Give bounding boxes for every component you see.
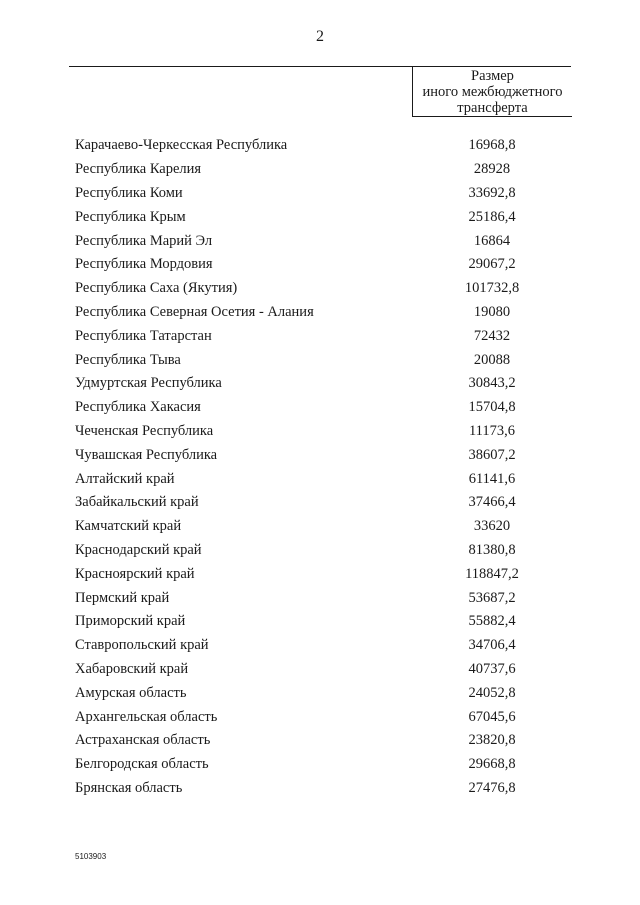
region-name: Республика Марий Эл (75, 232, 213, 249)
transfer-amount: 37466,4 (468, 494, 516, 511)
table-row (75, 586, 575, 610)
region-name: Чувашская Республика (75, 446, 218, 463)
table-row (75, 158, 575, 182)
region-name: Республика Крым (75, 208, 186, 225)
table-row (75, 467, 575, 491)
region-name: Удмуртская Республика (75, 375, 222, 392)
transfer-amount: 67045,6 (468, 708, 516, 725)
region-name: Астраханская область (75, 732, 211, 749)
region-name: Красноярский край (75, 565, 195, 582)
region-name: Забайкальский край (75, 494, 199, 511)
region-name: Краснодарский край (75, 541, 202, 558)
page-number: 2 (316, 28, 324, 45)
transfer-amount: 101732,8 (464, 280, 520, 297)
region-name: Республика Коми (75, 184, 183, 201)
region-name: Республика Карелия (75, 161, 202, 178)
table-row (75, 634, 575, 658)
region-name: Амурская область (75, 684, 187, 701)
transfer-amount: 16864 (473, 232, 511, 249)
region-name: Пермский край (75, 589, 170, 606)
region-name: Республика Тыва (75, 351, 181, 368)
transfer-amount: 24052,8 (468, 684, 516, 701)
column-header-line: трансферта (457, 100, 528, 116)
table-row (75, 491, 575, 515)
table-row (75, 396, 575, 420)
region-name: Камчатский край (75, 518, 182, 535)
transfer-amount: 16968,8 (468, 137, 516, 154)
table-row (75, 229, 575, 253)
region-name: Архангельская область (75, 708, 218, 725)
table-row (75, 372, 575, 396)
transfer-amount: 20088 (473, 351, 511, 368)
transfer-amount: 19080 (473, 303, 511, 320)
transfer-amount: 11173,6 (468, 422, 516, 439)
table-row (75, 134, 575, 158)
transfer-amount: 55882,4 (468, 613, 516, 630)
region-name: Республика Северная Осетия - Алания (75, 303, 314, 320)
table-row (75, 681, 575, 705)
region-name: Хабаровский край (75, 660, 189, 677)
region-name: Республика Татарстан (75, 327, 212, 344)
table-row (75, 182, 575, 206)
transfer-amount: 15704,8 (468, 399, 516, 416)
transfer-amount: 30843,2 (468, 375, 516, 392)
region-name: Республика Саха (Якутия) (75, 280, 238, 297)
table-row (75, 705, 575, 729)
transfer-amount: 61141,6 (468, 470, 516, 487)
transfer-amount: 38607,2 (468, 446, 516, 463)
document-code: 5103903 (75, 852, 107, 861)
table-row (75, 253, 575, 277)
transfer-amount: 29668,8 (468, 756, 516, 773)
table-row (75, 205, 575, 229)
region-name: Приморский край (75, 613, 186, 630)
table-row (75, 777, 575, 801)
table-row (75, 420, 575, 444)
transfer-amount: 29067,2 (468, 256, 516, 273)
table-row (75, 753, 575, 777)
transfer-amount: 25186,4 (468, 208, 516, 225)
column-header-line: Размер (471, 68, 514, 84)
transfer-amount: 33620 (473, 518, 511, 535)
region-name: Карачаево-Черкесская Республика (75, 137, 288, 154)
table-header-cell (412, 66, 572, 117)
table-row (75, 348, 575, 372)
transfer-amount: 81380,8 (468, 541, 516, 558)
region-name: Ставропольский край (75, 637, 209, 654)
table-row (75, 515, 575, 539)
region-name: Брянская область (75, 779, 183, 796)
table-row (75, 277, 575, 301)
transfer-amount: 40737,6 (468, 660, 516, 677)
region-name: Алтайский край (75, 470, 175, 487)
table-row (75, 539, 575, 563)
region-name: Чеченская Республика (75, 422, 214, 439)
transfer-amount: 72432 (473, 327, 511, 344)
table-body (75, 134, 575, 800)
column-header-line: иного межбюджетного (422, 84, 563, 100)
column-header (413, 68, 572, 116)
table-row (75, 324, 575, 348)
region-name: Республика Мордовия (75, 256, 213, 273)
region-name: Белгородская область (75, 756, 209, 773)
table-row (75, 729, 575, 753)
table-row (75, 301, 575, 325)
table-row (75, 610, 575, 634)
region-name: Республика Хакасия (75, 399, 201, 416)
transfer-amount: 27476,8 (468, 779, 516, 796)
transfer-amount: 33692,8 (468, 184, 516, 201)
table-row (75, 658, 575, 682)
transfer-amount: 28928 (473, 161, 511, 178)
transfer-amount: 23820,8 (468, 732, 516, 749)
table-row (75, 562, 575, 586)
table-row (75, 443, 575, 467)
transfer-amount: 53687,2 (468, 589, 516, 606)
transfer-amount: 34706,4 (468, 637, 516, 654)
transfer-amount: 118847,2 (465, 565, 519, 582)
